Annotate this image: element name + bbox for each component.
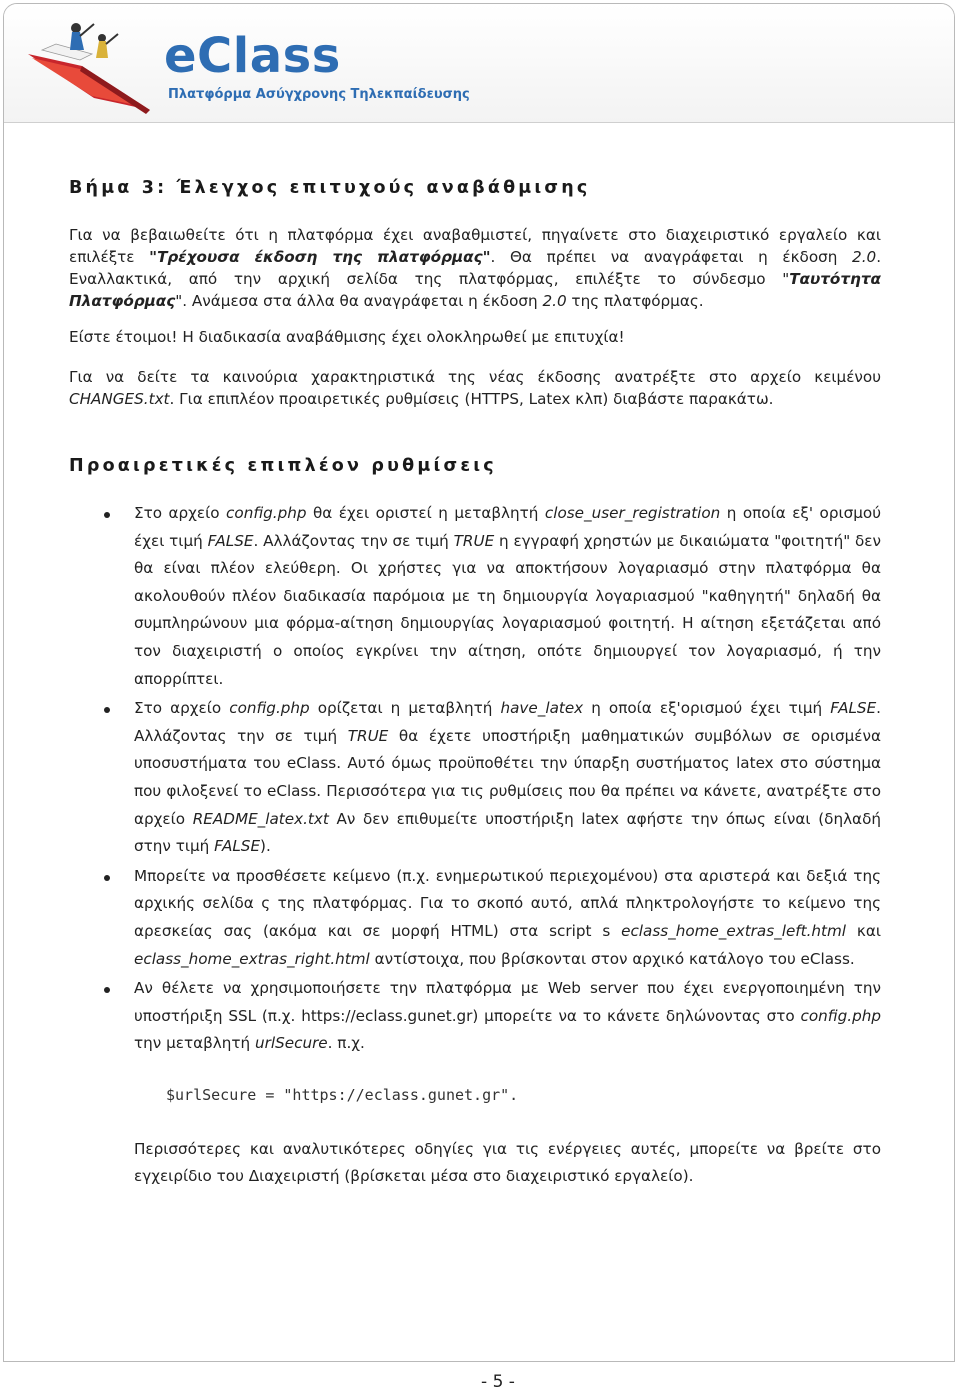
text: . Αλλάζοντας την σε τιμή [253,531,454,550]
text: Για να δείτε τα καινούρια χαρακτηριστικά της νέας έκδοσης ανατρέξτε στο αρχείο κειμένου [69,368,881,386]
code-example: $urlSecure = "https://eclass.gunet.gr". [166,1085,519,1104]
document-body [69,178,881,1206]
version-number: 2.0 [542,292,567,310]
text: αντίστοιχα, που βρίσκονται στον αρχικό κατάλογο του eClass. [369,949,855,968]
text: η εγγραφή χρηστών με δικαιώματα "φοιτητή" δεν θα είναι πλέον ελεύθερη. Οι χρήστες για να αποκτήσουν λογαριασμό στην πλατφόρμα θα ακολουθούν πλέον διαδικασία παρόμοια με τη δημιουργία λογαριασμού "καθηγητή" δηλαδή θα συμπληρώνουν μια φόρμα-αίτηση δημιουργίας λογαριασμού φοιτητή. Η αίτηση εξετάζεται από τον διαχειριστή ο οποίος εγκρίνει την αίτηση, οπότε δημιουργεί τον λογαριασμό, ή την απορρίπτει. [134,531,881,688]
filename: eclass_home_extras_left.html [621,921,847,940]
text: Για να βεβαιωθείτε ότι η πλατφόρμα έχει αναβαθμιστεί, πηγαίνετε στο διαχειριστικό εργαλείο και επιλέξτε [69,226,881,266]
step3-paragraph-3 [69,366,881,410]
optional-settings-list [69,500,881,1058]
filename: config.php [226,504,307,522]
list-item [69,695,881,861]
text: ". Ανάμεσα στα άλλα θα αναγράφεται η έκδοση [175,292,543,310]
filename: CHANGES.txt [69,390,170,408]
text: . π.χ. [327,1034,365,1053]
header-banner [4,4,954,123]
step3-paragraph-2: Είστε έτοιμοι! Η διαδικασία αναβάθμισης έχει ολοκληρωθεί με επιτυχία! [69,328,625,346]
filename: config.php [229,699,310,718]
logo-wordmark: eClass [164,28,341,84]
page-number-text: - 5 - [481,1372,515,1392]
text: θα έχετε υποστήριξη μαθηματικών συμβόλων σε ορισμένα υποσυστήματα του eClass. Αυτό όμως προϋποθέτει την ύπαρξη συστήματος latex στο σύστημα που φιλοξενεί το eClass. Περισσότερα για τις ρυθμίσεις που θα πρέπει να κάνετε, ανατρέξτε στο αρχείο [134,726,882,828]
platform-identity-link-text: Ταυτότητα Πλατφόρμας [69,270,881,310]
text: την μεταβλητή [134,1034,256,1053]
closing-paragraph: Περισσότερες και αναλυτικότερες οδηγίες για τις ενέργειες αυτές, μπορείτε να βρείτε στο εγχειρίδιο του Διαχειριστή (βρίσκεται μέσα στο διαχειριστικό εργαλείο). [134,1139,881,1186]
filename: eclass_home_extras_right.html [134,949,370,968]
eclass-logo-icon [22,14,160,123]
list-item [69,863,881,973]
value: FALSE [214,837,261,856]
value: FALSE [207,531,254,550]
current-version-link-text: "Τρέχουσα έκδοση της πλατφόρμας" [149,248,491,266]
text: Στο αρχείο [134,504,227,522]
text: ορίζεται η μεταβλητή [309,699,501,718]
text: της πλατφόρμας. [566,292,704,310]
text: Στο αρχείο [134,699,230,718]
variable-name: close_user_registration [544,504,721,522]
text: θα έχει οριστεί η μεταβλητή [306,504,545,522]
filename: README_latex.txt [192,809,329,828]
text: . Εναλλακτικά, από την αρχική σελίδα της πλατφόρμας, επιλέξτε το σύνδεσμο " [69,248,882,288]
page-number [0,1372,960,1392]
value: TRUE [453,531,495,550]
text: ). [260,837,271,856]
logo-tagline: Πλατφόρμα Ασύγχρονης Τηλεκπαίδευσης [168,87,470,102]
value: FALSE [830,699,877,718]
text: η οποία εξ'ορισμού έχει τιμή [583,699,831,718]
text: Αν δεν επιθυμείτε υποστήριξη latex αφήστε την όπως είναι (δηλαδή στην τιμή [134,809,881,856]
optional-settings-heading: Προαιρετικές επιπλέον ρυθμίσεις [69,456,497,476]
list-item [69,500,881,693]
step3-paragraph-1 [69,224,881,312]
step3-heading: Βήμα 3: Έλεγχος επιτυχούς αναβάθμισης [69,178,591,198]
list-item [69,975,881,1058]
variable-name: urlSecure [255,1034,328,1053]
text: και [846,921,881,940]
value: TRUE [347,726,389,745]
filename: config.php [800,1006,881,1025]
text: . Για επιπλέον προαιρετικές ρυθμίσεις (HTTPS, Latex κλπ) διαβάστε παρακάτω. [169,390,774,408]
text: η οποία εξ' ορισμού έχει τιμή [134,504,881,550]
text: Αν θέλετε να χρησιμοποιήσετε την πλατφόρμα με Web server που έχει ενεργοποιημένη την υποστήριξη SSL (π.χ. https://eclass.gunet.gr) μπορείτε να το κάνετε δηλώνοντας στο [134,979,881,1025]
variable-name: have_latex [500,699,584,718]
text: . Θα πρέπει να αναγράφεται η έκδοση [490,248,853,266]
version-number: 2.0 [852,248,877,266]
text: Μπορείτε να προσθέσετε κείμενο (π.χ. ενημερωτικού περιεχομένου) στα αριστερά και δεξιά της αρχικής σελίδα ς της πλατφόρμας. Για το σκοπό αυτό, απλά πληκτρολογήστε το κείμενο της αρεσκείας σας (ακόμα και σε μορφή HTML) στα script s [134,866,881,940]
text: . Αλλάζοντας την σε τιμή [134,699,881,745]
